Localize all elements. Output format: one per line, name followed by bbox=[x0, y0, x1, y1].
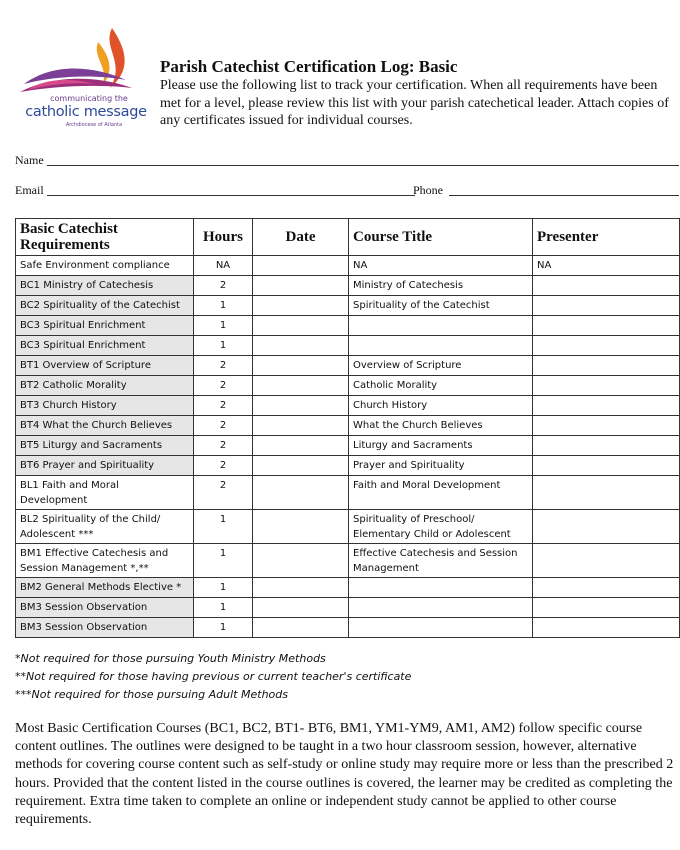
header-date: Date bbox=[253, 219, 349, 256]
table-row bbox=[16, 544, 680, 578]
presenter-cell[interactable] bbox=[533, 510, 680, 544]
requirement-cell: BC3 Spiritual Enrichment bbox=[16, 316, 194, 336]
hours-cell: 1 bbox=[194, 316, 253, 336]
presenter-cell[interactable] bbox=[533, 336, 680, 356]
table-row bbox=[16, 436, 680, 456]
presenter-cell[interactable] bbox=[533, 356, 680, 376]
phone-field[interactable] bbox=[413, 183, 679, 199]
date-cell[interactable] bbox=[253, 376, 349, 396]
requirement-cell: BT1 Overview of Scripture bbox=[16, 356, 194, 376]
hours-cell: 1 bbox=[194, 336, 253, 356]
hours-cell: 1 bbox=[194, 578, 253, 598]
course-title-cell: Prayer and Spirituality bbox=[349, 456, 533, 476]
presenter-cell[interactable] bbox=[533, 416, 680, 436]
certification-log-table bbox=[15, 218, 680, 638]
course-info-paragraph: Most Basic Certification Courses (BC1, BC2, BT1- BT6, BM1, YM1-YM9, AM1, AM2) follow specific course content outlines. The outlines were designed to be taught in a two hour classroom session, however, alternative methods for covering course content such as self-study or online study may require more or less than the prescribed 2 hours. Provided that the content listed in the course outlines is covered, the learner may be credited as completing the requirement. Extra time taken to complete an online or independent study cannot be applied to other course requirements. bbox=[15, 721, 674, 828]
requirement-cell: Safe Environment compliance bbox=[16, 256, 194, 276]
table-row bbox=[16, 316, 680, 336]
logo-line-3: Archdiocese of Atlanta bbox=[65, 122, 123, 128]
presenter-cell[interactable] bbox=[533, 456, 680, 476]
name-label: Name bbox=[15, 153, 44, 167]
date-cell[interactable] bbox=[253, 336, 349, 356]
hours-cell: 1 bbox=[194, 510, 253, 544]
requirement-cell: BT5 Liturgy and Sacraments bbox=[16, 436, 194, 456]
course-title-cell[interactable] bbox=[349, 598, 533, 618]
requirement-cell: BC1 Ministry of Catechesis bbox=[16, 276, 194, 296]
date-cell[interactable] bbox=[253, 276, 349, 296]
presenter-cell[interactable] bbox=[533, 276, 680, 296]
requirement-cell: BM1 Effective Catechesis and Session Management *,** bbox=[16, 544, 194, 578]
presenter-cell[interactable] bbox=[533, 578, 680, 598]
date-cell[interactable] bbox=[253, 356, 349, 376]
course-title-cell: Ministry of Catechesis bbox=[349, 276, 533, 296]
email-line[interactable] bbox=[47, 195, 415, 196]
hours-cell: 2 bbox=[194, 396, 253, 416]
course-title-cell: Effective Catechesis and Session Management bbox=[349, 544, 533, 578]
date-cell[interactable] bbox=[253, 544, 349, 578]
requirement-cell: BT6 Prayer and Spirituality bbox=[16, 456, 194, 476]
course-title-cell: Church History bbox=[349, 396, 533, 416]
requirement-cell: BC2 Spirituality of the Catechist bbox=[16, 296, 194, 316]
table-row bbox=[16, 356, 680, 376]
course-title-cell[interactable] bbox=[349, 618, 533, 638]
course-title-cell[interactable] bbox=[349, 336, 533, 356]
hours-cell: 2 bbox=[194, 476, 253, 510]
table-row bbox=[16, 476, 680, 510]
table-row bbox=[16, 618, 680, 638]
presenter-cell[interactable] bbox=[533, 618, 680, 638]
hours-cell: NA bbox=[194, 256, 253, 276]
table-row bbox=[16, 256, 680, 276]
date-cell[interactable] bbox=[253, 456, 349, 476]
course-title-cell: Spirituality of Preschool/ Elementary Child or Adolescent bbox=[349, 510, 533, 544]
table-row bbox=[16, 598, 680, 618]
logo-line-1: communicating the bbox=[50, 94, 128, 103]
email-field[interactable] bbox=[15, 183, 415, 199]
table-row bbox=[16, 336, 680, 356]
name-field[interactable] bbox=[15, 153, 679, 169]
course-title-cell: Overview of Scripture bbox=[349, 356, 533, 376]
hours-cell: 1 bbox=[194, 598, 253, 618]
footnote: ***Not required for those pursuing Adult Methods bbox=[15, 688, 288, 701]
hours-cell: 2 bbox=[194, 416, 253, 436]
header-requirements: Basic Catechist Requirements bbox=[16, 219, 194, 256]
requirement-cell: BT4 What the Church Believes bbox=[16, 416, 194, 436]
table-row bbox=[16, 456, 680, 476]
date-cell[interactable] bbox=[253, 256, 349, 276]
course-title-cell: Faith and Moral Development bbox=[349, 476, 533, 510]
hours-cell: 2 bbox=[194, 356, 253, 376]
course-title-cell: Liturgy and Sacraments bbox=[349, 436, 533, 456]
presenter-cell[interactable] bbox=[533, 544, 680, 578]
presenter-cell[interactable] bbox=[533, 598, 680, 618]
header-hours: Hours bbox=[194, 219, 253, 256]
footnotes bbox=[15, 650, 411, 704]
table-row bbox=[16, 578, 680, 598]
course-title-cell: Catholic Morality bbox=[349, 376, 533, 396]
table-row bbox=[16, 416, 680, 436]
hours-cell: 2 bbox=[194, 436, 253, 456]
date-cell[interactable] bbox=[253, 316, 349, 336]
table-row bbox=[16, 376, 680, 396]
hours-cell: 1 bbox=[194, 618, 253, 638]
requirement-cell: BM2 General Methods Elective * bbox=[16, 578, 194, 598]
date-cell[interactable] bbox=[253, 416, 349, 436]
header-course-title: Course Title bbox=[349, 219, 533, 256]
name-line[interactable] bbox=[47, 165, 679, 166]
date-cell[interactable] bbox=[253, 476, 349, 510]
requirement-cell: BL1 Faith and Moral Development bbox=[16, 476, 194, 510]
date-cell[interactable] bbox=[253, 396, 349, 416]
presenter-cell[interactable] bbox=[533, 396, 680, 416]
hours-cell: 2 bbox=[194, 376, 253, 396]
logo-line-2: catholic message bbox=[25, 104, 147, 120]
course-title-cell: What the Church Believes bbox=[349, 416, 533, 436]
header-presenter: Presenter bbox=[533, 219, 680, 256]
requirement-cell: BT2 Catholic Morality bbox=[16, 376, 194, 396]
date-cell[interactable] bbox=[253, 436, 349, 456]
requirement-cell: BM3 Session Observation bbox=[16, 618, 194, 638]
flame-logo-icon bbox=[14, 22, 148, 102]
course-title-cell[interactable] bbox=[349, 316, 533, 336]
hours-cell: 1 bbox=[194, 296, 253, 316]
footnote: *Not required for those pursuing Youth Ministry Methods bbox=[15, 652, 326, 665]
hours-cell: 2 bbox=[194, 276, 253, 296]
hours-cell: 2 bbox=[194, 456, 253, 476]
presenter-cell[interactable] bbox=[533, 296, 680, 316]
page-title: Parish Catechist Certification Log: Basic bbox=[160, 57, 458, 76]
presenter-cell[interactable] bbox=[533, 316, 680, 336]
requirement-cell: BM3 Session Observation bbox=[16, 598, 194, 618]
date-cell[interactable] bbox=[253, 510, 349, 544]
date-cell[interactable] bbox=[253, 598, 349, 618]
table-row bbox=[16, 276, 680, 296]
course-title-cell[interactable] bbox=[349, 578, 533, 598]
table-row bbox=[16, 396, 680, 416]
date-cell[interactable] bbox=[253, 578, 349, 598]
requirement-cell: BL2 Spirituality of the Child/ Adolescent *** bbox=[16, 510, 194, 544]
presenter-cell[interactable] bbox=[533, 436, 680, 456]
phone-line[interactable] bbox=[449, 195, 679, 196]
table-header-row bbox=[16, 219, 680, 256]
table-row bbox=[16, 296, 680, 316]
course-title-cell: NA bbox=[349, 256, 533, 276]
requirement-cell: BC3 Spiritual Enrichment bbox=[16, 336, 194, 356]
email-label: Email bbox=[15, 183, 44, 197]
course-title-cell: Spirituality of the Catechist bbox=[349, 296, 533, 316]
presenter-cell[interactable] bbox=[533, 476, 680, 510]
footnote: **Not required for those having previous or current teacher's certificate bbox=[15, 670, 412, 683]
presenter-cell[interactable] bbox=[533, 376, 680, 396]
intro-text: Please use the following list to track your certification. When all requirements have been met for a level, please review this list with your parish catechetical leader. Attach copies of any certificates issued for individual courses. bbox=[160, 78, 669, 128]
date-cell[interactable] bbox=[253, 296, 349, 316]
presenter-cell[interactable]: NA bbox=[533, 256, 680, 276]
requirement-cell: BT3 Church History bbox=[16, 396, 194, 416]
logo bbox=[14, 22, 148, 132]
date-cell[interactable] bbox=[253, 618, 349, 638]
hours-cell: 1 bbox=[194, 544, 253, 578]
phone-label: Phone bbox=[413, 183, 443, 197]
table-row bbox=[16, 510, 680, 544]
